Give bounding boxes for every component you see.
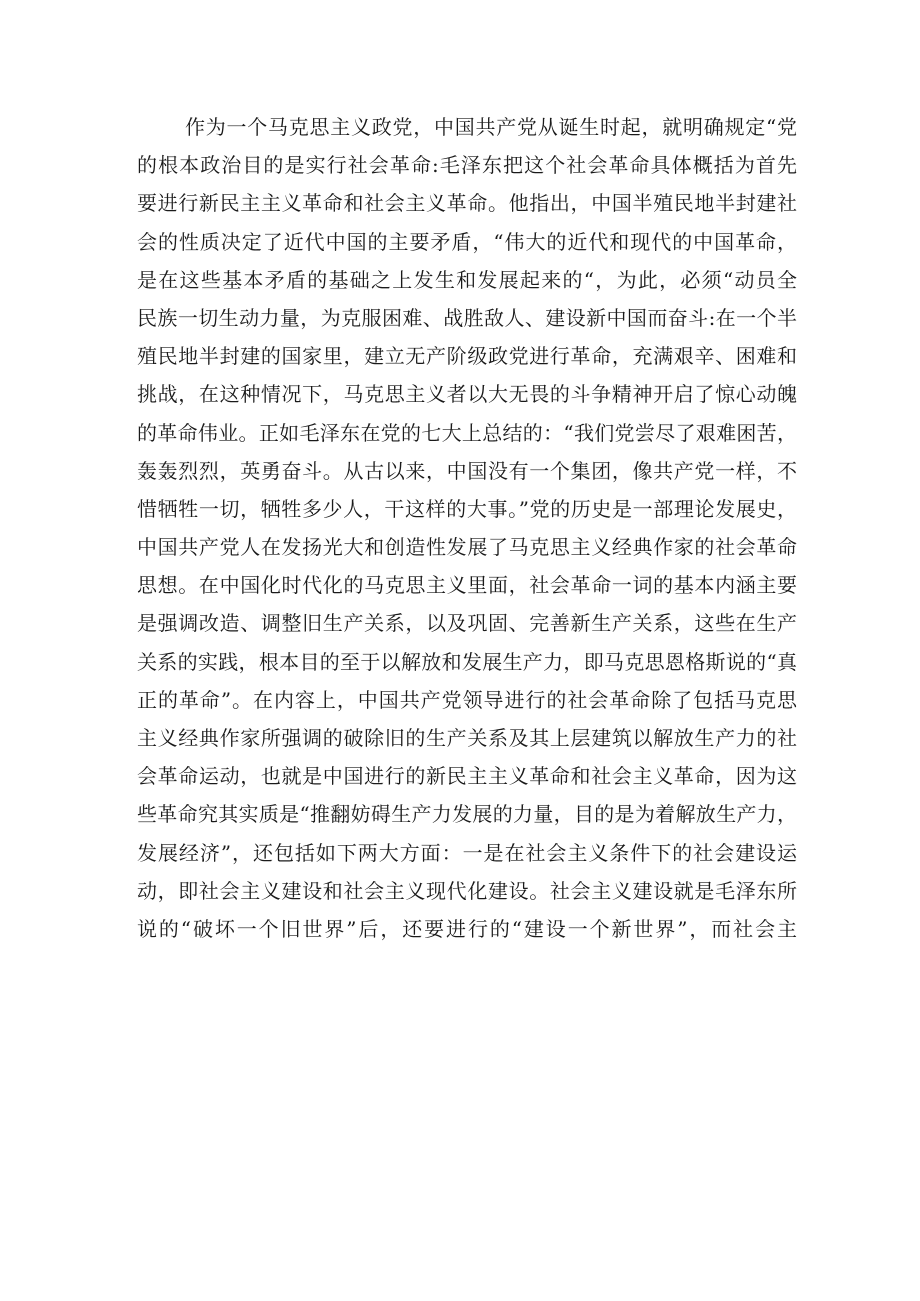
text-line: 会革命运动，也就是中国进行的新民主主义革命和社会主义革命，因为这 [137, 764, 797, 789]
text-line: 主义经典作家所强调的破除旧的生产关系及其上层建筑以解放生产力的社 [137, 726, 797, 750]
text-line: 殖民地半封建的国家里，建立无产阶级政党进行革命，充满艰辛、困难和 [137, 344, 797, 369]
text-line: 挑战，在这种情况下，马克思主义者以大无畏的斗争精神开启了惊心动魄 [137, 382, 797, 407]
text-line: 的根本政治目的是实行社会革命:毛泽东把这个社会革命具体概括为首先 [137, 153, 797, 178]
text-line: 会的性质决定了近代中国的主要矛盾，“伟大的近代和现代的中国革命， [137, 229, 797, 254]
text-line: 轰轰烈烈，英勇奋斗。从古以来，中国没有一个集团，像共产党一样，不 [137, 458, 797, 483]
text-line: 惜牺牲一切，牺牲多少人，干这样的大事。”党的历史是一部理论发展史， [137, 496, 797, 521]
text-line: 说的“破坏一个旧世界”后，还要进行的“建设一个新世界”，而社会主 [137, 916, 797, 941]
text-line: 动，即社会主义建设和社会主义现代化建设。社会主义建设就是毛泽东所 [137, 878, 797, 903]
text-line: 关系的实践，根本目的至于以解放和发展生产力，即马克思恩格斯说的“真 [137, 649, 797, 674]
text-line: 是在这些基本矛盾的基础之上发生和发展起来的“，为此，必须“动员全 [137, 267, 797, 292]
text-line: 正的革命”。在内容上，中国共产党领导进行的社会革命除了包括马克思 [137, 687, 797, 712]
text-line: 作为一个马克思主义政党，中国共产党从诞生时起，就明确规定“党 [185, 115, 797, 139]
text-line: 是强调改造、调整旧生产关系，以及巩固、完善新生产关系，这些在生产 [137, 611, 797, 636]
text-line: 思想。在中国化时代化的马克思主义里面，社会革命一词的基本内涵主要 [137, 573, 797, 598]
text-line: 中国共产党人在发扬光大和创造性发展了马克思主义经典作家的社会革命 [137, 535, 797, 560]
text-line: 要进行新民主主义革命和社会主义革命。他指出，中国半殖民地半封建社 [137, 191, 797, 216]
text-line: 发展经济”，还包括如下两大方面：一是在社会主义条件下的社会建设运 [137, 840, 797, 865]
text-line: 些革命究其实质是“推翻妨碍生产力发展的力量，目的是为着解放生产力， [137, 802, 797, 827]
body-paragraph [137, 108, 797, 948]
text-line: 的革命伟业。正如毛泽东在党的七大上总结的：“我们党尝尽了艰难困苦， [137, 420, 797, 445]
text-line: 民族一切生动力量，为克服困难、战胜敌人、建设新中国而奋斗:在一个半 [137, 305, 797, 330]
